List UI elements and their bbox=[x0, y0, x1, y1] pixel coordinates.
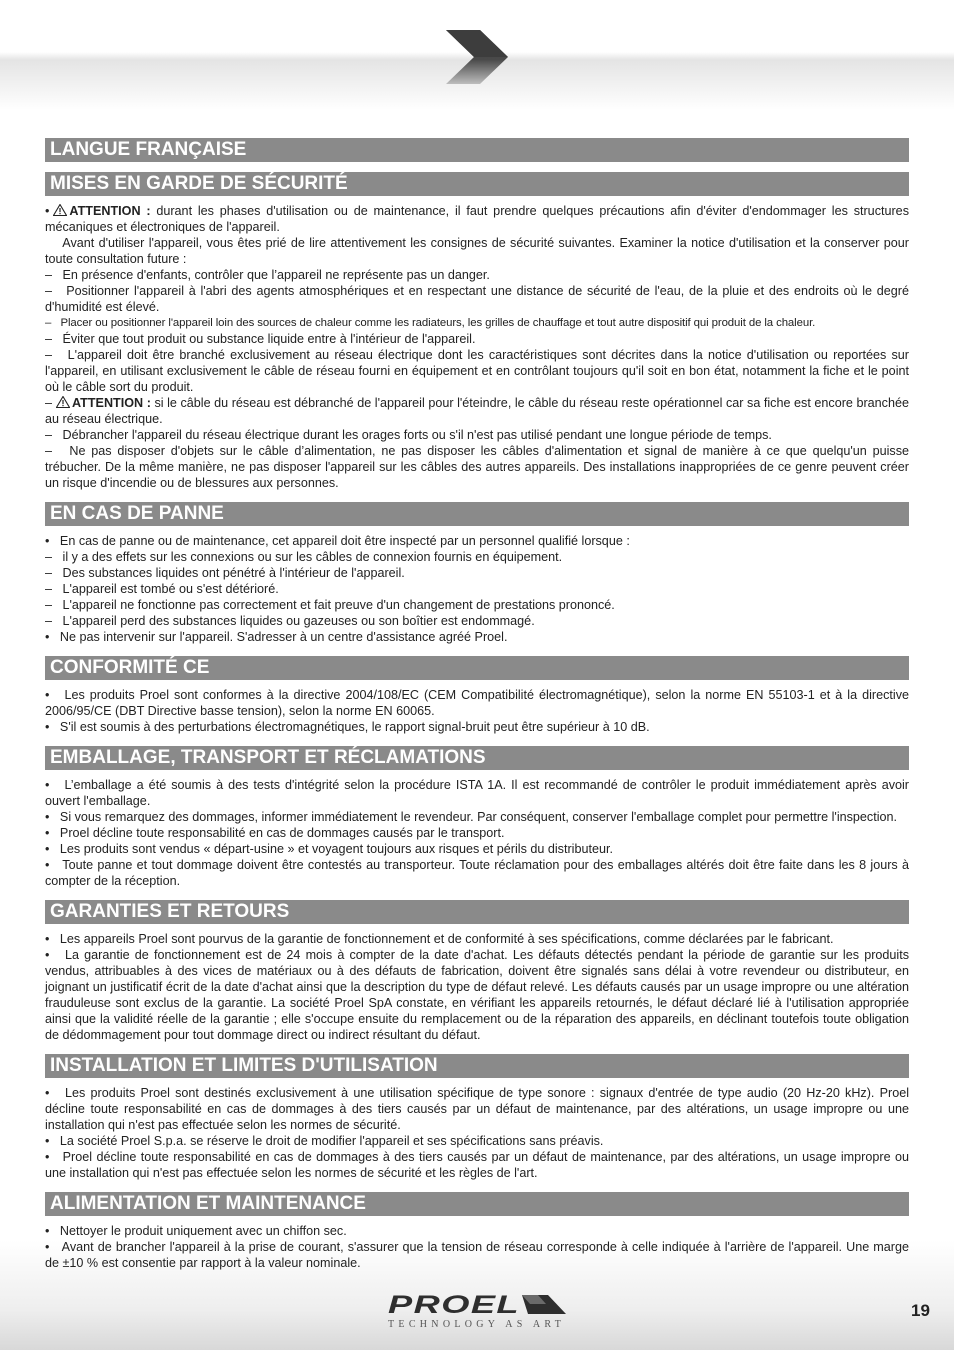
item-text: Placer ou positionner l'appareil loin des sources de chaleur comme les radiateurs, les grilles de chauffage et tout autre dispositif qui produit de la chaleur. bbox=[60, 317, 816, 329]
list-item bbox=[45, 235, 913, 267]
section-title: MISES EN GARDE DE SÉCURITÉ bbox=[45, 172, 909, 196]
section-items bbox=[45, 777, 913, 889]
item-bullet: • bbox=[45, 842, 50, 856]
item-bullet: – bbox=[45, 598, 53, 612]
list-item bbox=[45, 565, 909, 581]
item-text: il y a des effets sur les connexions ou sur les câbles de connexion fournis en équipement. bbox=[62, 550, 563, 564]
list-item bbox=[45, 443, 913, 491]
item-text: L’emballage a été soumis à des tests d'intégrité selon la procédure ISTA 1A. Il est recommandé de contrôler le produit immédiatement après avoir ouvert l'emballage. bbox=[45, 778, 913, 808]
list-item bbox=[45, 931, 909, 947]
attention-label: ATTENTION : bbox=[69, 204, 151, 218]
list-item bbox=[45, 1149, 913, 1181]
item-bullet: – bbox=[45, 566, 53, 580]
item-bullet: • bbox=[45, 688, 50, 702]
section-title: EN CAS DE PANNE bbox=[45, 502, 909, 526]
section-items bbox=[45, 533, 909, 645]
list-item bbox=[45, 549, 909, 565]
list-item bbox=[45, 1239, 913, 1271]
item-bullet: – bbox=[45, 268, 53, 282]
proel-logo bbox=[388, 1292, 568, 1318]
section-items bbox=[45, 931, 913, 1043]
item-text: Les produits sont vendus « départ-usine » et voyagent toujours aux risques et périls du distributeur. bbox=[59, 842, 613, 856]
item-bullet: • bbox=[45, 826, 50, 840]
item-bullet: • bbox=[45, 858, 50, 872]
item-bullet: – bbox=[45, 444, 53, 458]
list-item bbox=[45, 857, 913, 889]
page-number: 19 bbox=[911, 1301, 930, 1320]
item-text: En présence d'enfants, contrôler que l’appareil ne représente pas un danger. bbox=[62, 268, 490, 282]
section bbox=[45, 172, 913, 491]
item-bullet: – bbox=[45, 317, 52, 329]
item-text: S'il est soumis à des perturbations électromagnétiques, le rapport signal-bruit peut être supérieur à 10 dB. bbox=[59, 720, 650, 734]
item-text: durant les phases d'utilisation ou de maintenance, il faut prendre quelques précautions afin d'éviter d'endommager les structures mécaniques et électroniques de l'appareil. bbox=[45, 204, 913, 234]
list-item bbox=[45, 1133, 909, 1149]
list-item bbox=[45, 687, 913, 719]
list-item bbox=[45, 395, 913, 427]
attention-label: ATTENTION : bbox=[72, 396, 151, 410]
list-item bbox=[45, 613, 909, 629]
list-item bbox=[45, 629, 909, 645]
item-text: Les appareils Proel sont pourvus de la garantie de fonctionnement et de conformité à ses spécifications, comme déclarées par le fabricant. bbox=[59, 932, 834, 946]
item-text: Éviter que tout produit ou substance liquide entre à l'intérieur de l'appareil. bbox=[62, 332, 476, 346]
item-text: En cas de panne ou de maintenance, cet appareil doit être inspecté par un personnel qualifié lorsque : bbox=[59, 534, 630, 548]
list-item bbox=[45, 825, 909, 841]
item-bullet: – bbox=[45, 428, 53, 442]
list-item bbox=[45, 597, 909, 613]
list-item bbox=[45, 533, 909, 549]
item-bullet: • bbox=[45, 1150, 50, 1164]
item-bullet: • bbox=[45, 810, 50, 824]
item-text: L'appareil perd des substances liquides ou gazeuses ou son boîtier est endommagé. bbox=[62, 614, 535, 628]
item-text: Les produits Proel sont destinés exclusivement à une utilisation spécifique de type sonore : signaux d'entrée de type audio (20 Hz-20 kHz). Proel décline toute responsabilité en cas de dommages à des tiers causés par un défaut de maintenance, par des altérations, un usage impropre ou une installation qui n'est pas effectuée selon les normes de sécurité. bbox=[45, 1086, 913, 1132]
item-bullet: – bbox=[45, 550, 53, 564]
section-title: CONFORMITÉ CE bbox=[45, 656, 909, 680]
item-text: Proel décline toute responsabilité en cas de dommages causés par le transport. bbox=[59, 826, 505, 840]
list-item bbox=[45, 1085, 913, 1133]
section bbox=[45, 1054, 913, 1181]
list-item bbox=[45, 841, 909, 857]
sections-container bbox=[45, 172, 913, 1271]
item-text: La société Proel S.p.a. se réserve le droit de modifier l'appareil et ses spécifications sans préavis. bbox=[59, 1134, 604, 1148]
list-item bbox=[45, 315, 909, 331]
item-text: Ne pas disposer d'objets sur le câble d’alimentation, ne pas disposer les câbles d'alimentation et signal de manière à ce que quelqu'un puisse trébucher. De la même manière, ne pas disposer l'appareil sur les câbles des autres appareils. Des installations inappropriées de ce genre peuvent créer un risque d'incendie ou de blessures aux personnes. bbox=[45, 444, 913, 490]
item-bullet: • bbox=[45, 534, 50, 548]
section-items bbox=[45, 687, 913, 735]
item-bullet: • bbox=[45, 1086, 50, 1100]
item-text: Les produits Proel sont conformes à la directive 2004/108/EC (CEM Compatibilité électromagnétique), selon la norme EN 55103-1 et à la directive 2006/95/CE (DBT Directive basse tension), selon la norme EN 60065. bbox=[45, 688, 913, 718]
list-item bbox=[45, 947, 913, 1043]
section-items bbox=[45, 203, 913, 491]
list-item bbox=[45, 719, 909, 735]
item-bullet: • bbox=[45, 948, 50, 962]
item-text: Des substances liquides ont pénétré à l'intérieur de l'appareil. bbox=[62, 566, 405, 580]
section bbox=[45, 746, 913, 889]
item-bullet: • bbox=[45, 778, 50, 792]
item-bullet: • bbox=[45, 1240, 50, 1254]
list-item bbox=[45, 283, 913, 315]
section bbox=[45, 900, 913, 1043]
item-text: Avant d'utiliser l'appareil, vous êtes prié de lire attentivement les consignes de sécurité suivantes. Examiner la notice d'utilisation et la conserver pour toute consultation future : bbox=[45, 236, 913, 266]
section bbox=[45, 502, 909, 645]
section bbox=[45, 656, 913, 735]
list-item bbox=[45, 331, 909, 347]
list-item bbox=[45, 809, 909, 825]
item-bullet: • bbox=[45, 630, 50, 644]
section-title: GARANTIES ET RETOURS bbox=[45, 900, 909, 924]
item-bullet: • bbox=[45, 1134, 50, 1148]
item-text: Toute panne et tout dommage doivent être contestés au transporteur. Toute réclamation pour des emballages altérés doit être faite dans les 8 jours à compter de la réception. bbox=[45, 858, 913, 888]
item-text: La garantie de fonctionnement est de 24 mois à compter de la date d'achat. Les défauts détectés pendant la période de garantie sur les produits vendus, attribuables à des vices de matériaux ou à des défauts de fabrication, doivent être signalés sans délai à votre revendeur ou distributeur, en joignant un justificatif écrit de la date d'achat ainsi que la description du type de défaut relevé. Les défauts causés par un usage impropre ou une altération frauduleuse sont exclus de la garantie. La société Proel SpA constate, en vérifiant les appareils retournés, le défaut déclaré lié à l'utilisation appropriée ainsi que la validité réelle de la garantie ; elle s'occupe ensuite du remplacement ou de la réparation des appareils, en déclinant toutefois toute obligation de dédommagement pour tout dommage direct ou indirect résultant du défaut. bbox=[45, 948, 913, 1042]
warning-triangle-icon bbox=[56, 396, 70, 408]
section-title: ALIMENTATION ET MAINTENANCE bbox=[45, 1192, 909, 1216]
list-item bbox=[45, 427, 909, 443]
list-item bbox=[45, 777, 913, 809]
logo-text: PROEL bbox=[388, 1292, 520, 1318]
item-bullet: • bbox=[45, 204, 50, 218]
item-bullet: – bbox=[45, 332, 53, 346]
item-text: L'appareil ne fonctionne pas correctement et fait preuve d'un changement de prestations prononcé. bbox=[62, 598, 615, 612]
item-text: Nettoyer le produit uniquement avec un chiffon sec. bbox=[59, 1224, 347, 1238]
list-item bbox=[45, 1223, 909, 1239]
list-item bbox=[45, 347, 913, 395]
list-item bbox=[45, 581, 909, 597]
section-items bbox=[45, 1085, 913, 1181]
warning-triangle-icon bbox=[53, 204, 67, 216]
item-text: Débrancher l'appareil du réseau électrique durant les orages forts ou s'il n'est pas utilisé pendant une longue période de temps. bbox=[62, 428, 772, 442]
page-content bbox=[45, 138, 913, 1282]
section-title: EMBALLAGE, TRANSPORT ET RÉCLAMATIONS bbox=[45, 746, 909, 770]
list-item bbox=[45, 203, 913, 235]
chevron-arrow-icon bbox=[446, 30, 510, 84]
item-bullet: – bbox=[45, 396, 53, 410]
item-text: Si vous remarquez des dommages, informer immédiatement le revendeur. Par conséquent, conserver l'emballage complet pour permettre l'inspection. bbox=[59, 810, 898, 824]
item-text: Avant de brancher l'appareil à la prise de courant, s'assurer que la tension de réseau corresponde à celle indiquée à l'arrière de l'appareil. Une marge de ±10 % est consentie par rapport à la valeur nominale. bbox=[45, 1240, 913, 1270]
item-text: Proel décline toute responsabilité en cas de dommages à des tiers causés par un défaut de maintenance, par des altérations, un usage impropre ou une installation qui n'est pas effectuée selon les normes de sécurité et les règles de l'art. bbox=[45, 1150, 913, 1180]
logo-tagline: TECHNOLOGY AS ART bbox=[388, 1319, 566, 1330]
item-text: Ne pas intervenir sur l'appareil. S'adresser à un centre d'assistance agréé Proel. bbox=[59, 630, 508, 644]
item-text: si le câble du réseau est débranché de l'appareil pour l'éteindre, le câble du réseau reste opérationnel car sa fiche est encore branchée au réseau électrique. bbox=[45, 396, 913, 426]
item-bullet: – bbox=[45, 284, 53, 298]
item-bullet: – bbox=[45, 582, 53, 596]
item-text: Positionner l'appareil à l'abri des agents atmosphériques et en respectant une distance de sécurité de l'eau, de la pluie et des endroits où le degré d'humidité est élevé. bbox=[45, 284, 913, 314]
section-items bbox=[45, 1223, 913, 1271]
item-bullet: – bbox=[45, 348, 53, 362]
language-header: LANGUE FRANÇAISE bbox=[45, 138, 909, 162]
item-bullet: • bbox=[45, 720, 50, 734]
item-text: L'appareil est tombé ou s'est détérioré. bbox=[62, 582, 279, 596]
item-bullet: • bbox=[45, 932, 50, 946]
list-item bbox=[45, 267, 909, 283]
item-bullet: – bbox=[45, 614, 53, 628]
section bbox=[45, 1192, 913, 1271]
section-title: INSTALLATION ET LIMITES D'UTILISATION bbox=[45, 1054, 909, 1078]
item-text: L'appareil doit être branché exclusivement au réseau électrique dont les caractéristiques sont décrites dans la notice d'utilisation ou reportées sur l'appareil, en utilisant exclusivement le câble de réseau fourni en équipement et en contrôlant toujours qu'il soit en bon état, notamment la fiche et le point où le câble sort du produit. bbox=[45, 348, 913, 394]
item-bullet: • bbox=[45, 1224, 50, 1238]
